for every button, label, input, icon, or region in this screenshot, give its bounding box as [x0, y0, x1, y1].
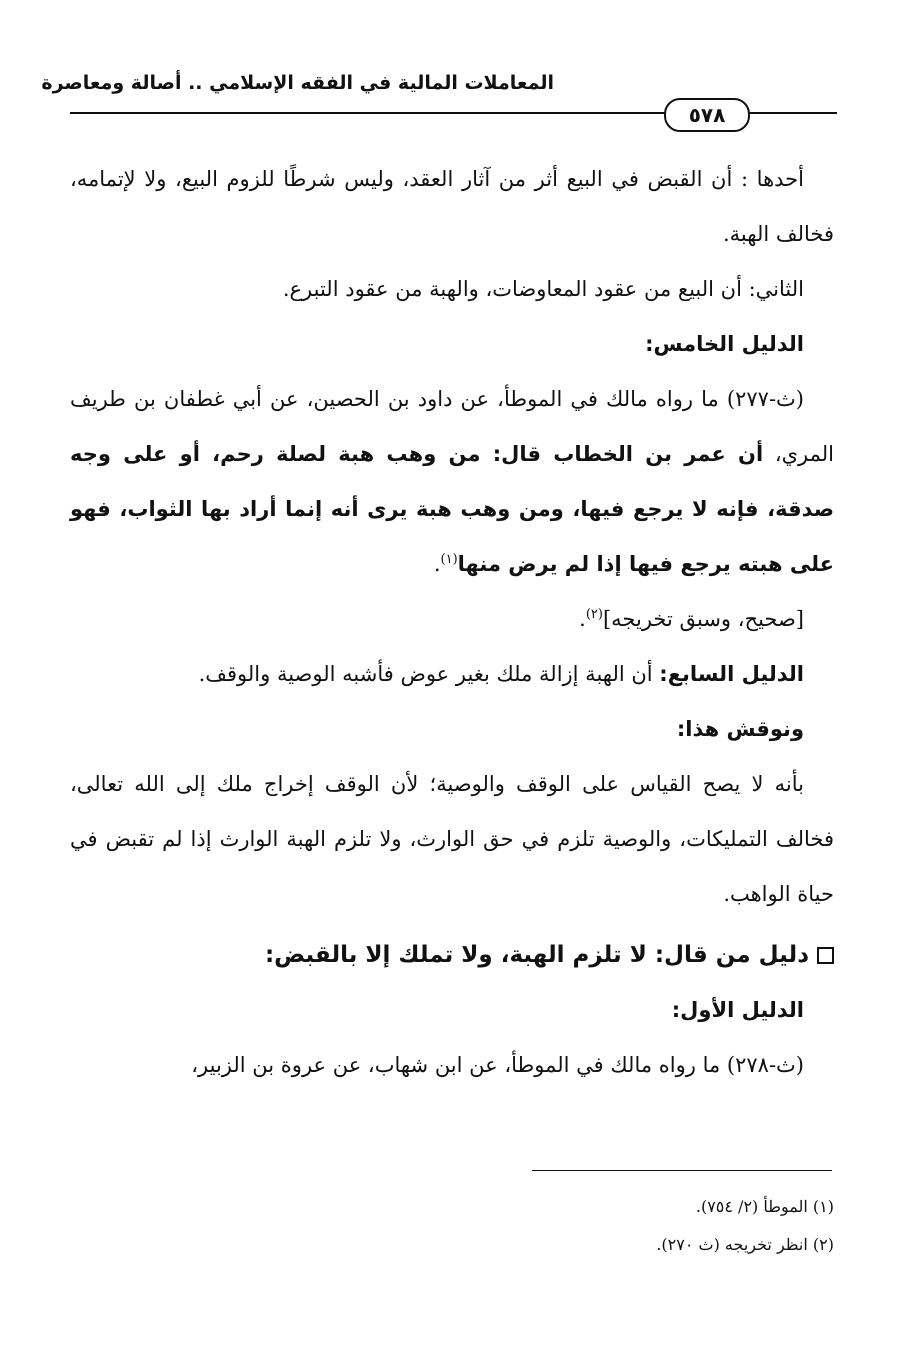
main-text — [70, 152, 834, 1093]
grading-text: [صحيح، وسبق تخريجه] — [602, 607, 804, 631]
athar-277-text: أن عمر بن الخطاب قال: من وهب هبة لصلة رحم، أو على وجه صدقة، فإنه لا يرجع فيها، ومن وهب هبة يرى أنه إنما أراد بها الثواب، فهو على هبته يرجع فيها إذا لم يرض منها — [70, 442, 834, 576]
footnote-ref-2[interactable]: (٢) — [585, 607, 603, 622]
paragraph-second-difference: الثاني: أن البيع من عقود المعاوضات، والهبة من عقود التبرع. — [282, 277, 804, 301]
paragraph-athar-277 — [70, 372, 834, 592]
heading-seventh-evidence: الدليل السابع: — [659, 662, 804, 686]
paragraph-first-difference: أحدها : أن القبض في البيع أثر من آثار العقد، وليس شرطًا للزوم البيع، ولا لإتمامه، فخالف الهبة. — [70, 167, 834, 246]
footnote-1: (١) الموطأ (٢/ ٧٥٤). — [695, 1197, 834, 1216]
paragraph-discussion: بأنه لا يصح القياس على الوقف والوصية؛ لأن الوقف إخراج ملك إلى الله تعالى، فخالف التمليكات، والوصية تلزم في حق الوارث، ولا تلزم الهبة الوارث إذا لم تقبض في حياة الواهب. — [70, 772, 834, 906]
paragraph-grading — [70, 592, 834, 647]
section-heading — [70, 928, 834, 983]
athar-277-end: . — [433, 552, 441, 576]
footnote-ref-1[interactable]: (١) — [440, 552, 458, 567]
square-bullet-icon — [817, 947, 834, 964]
paragraph-seventh-evidence — [70, 647, 834, 702]
athar-277-chain: (ث-٢٧٧) ما رواه مالك في الموطأ، عن داود بن الحصين، عن أبي غطفان بن طريف المري، — [70, 387, 834, 466]
heading-discussion: ونوقش هذا: — [676, 717, 804, 741]
footnote-rule — [532, 1170, 832, 1171]
heading-fifth-evidence: الدليل الخامس: — [645, 332, 804, 356]
seventh-evidence-text: أن الهبة إزالة ملك بغير عوض فأشبه الوصية والوقف. — [198, 662, 660, 686]
paragraph-athar-278: (ث-٢٧٨) ما رواه مالك في الموطأ، عن ابن شهاب، عن عروة بن الزبير، — [191, 1053, 804, 1077]
footnote-2: (٢) انظر تخريجه (ث ٢٧٠). — [656, 1235, 834, 1254]
section-heading-text: دليل من قال: لا تلزم الهبة، ولا تملك إلا بالقبض: — [264, 942, 809, 968]
running-header-title: المعاملات المالية في الفقه الإسلامي .. أصالة ومعاصرة — [41, 72, 554, 94]
grading-end: . — [579, 607, 586, 631]
page-number: ٥٧٨ — [664, 98, 750, 132]
heading-first-evidence: الدليل الأول: — [671, 998, 804, 1022]
footnotes — [70, 1188, 834, 1264]
